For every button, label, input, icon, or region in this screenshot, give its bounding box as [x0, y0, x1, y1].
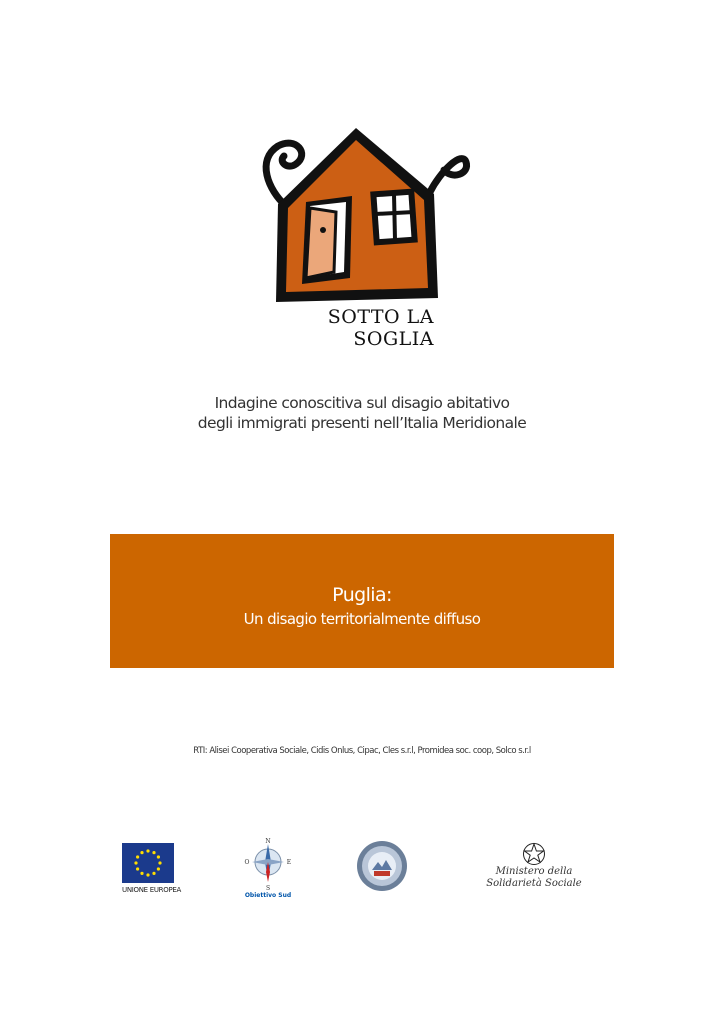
compass-s: S [265, 885, 271, 892]
house-icon [248, 120, 478, 310]
logo-title: SOTTO LA SOGLIA [327, 306, 434, 350]
compass-o: O [244, 859, 250, 866]
seal-icon [356, 840, 408, 892]
seal-logo [356, 840, 408, 896]
banner-title: Puglia: [332, 584, 392, 606]
obiettivo-label: Obiettivo Sud [244, 892, 292, 899]
ministero-label [486, 866, 582, 890]
document-subtitle [0, 393, 724, 433]
eu-logo [122, 843, 181, 894]
eu-flag-icon [122, 843, 174, 883]
compass-icon [243, 838, 293, 892]
banner-subtitle: Un disagio territorialmente diffuso [243, 610, 481, 628]
obiettivo-sud-logo [243, 838, 293, 900]
ministero-logo [486, 842, 582, 894]
title-banner [110, 534, 614, 668]
subtitle-line-1: Indagine conoscitiva sul disagio abitativo [214, 394, 510, 412]
compass-e: E [286, 859, 292, 866]
eu-label: UNIONE EUROPEA [122, 886, 181, 894]
subtitle-line-2: degli immigrati presenti nell’Italia Meridionale [197, 414, 527, 432]
ministero-line-2: Solidarietà Sociale [486, 878, 582, 889]
rti-partners-text: RTI: Alisei Cooperativa Sociale, Cidis Onlus, Cipac, Cles s.r.l, Promidea soc. coop, Solco s.r.l [193, 746, 531, 756]
ministero-line-1: Ministero della [495, 866, 573, 877]
sotto-la-soglia-logo [248, 120, 478, 350]
italian-emblem-icon [486, 842, 582, 866]
compass-n: N [265, 838, 271, 845]
